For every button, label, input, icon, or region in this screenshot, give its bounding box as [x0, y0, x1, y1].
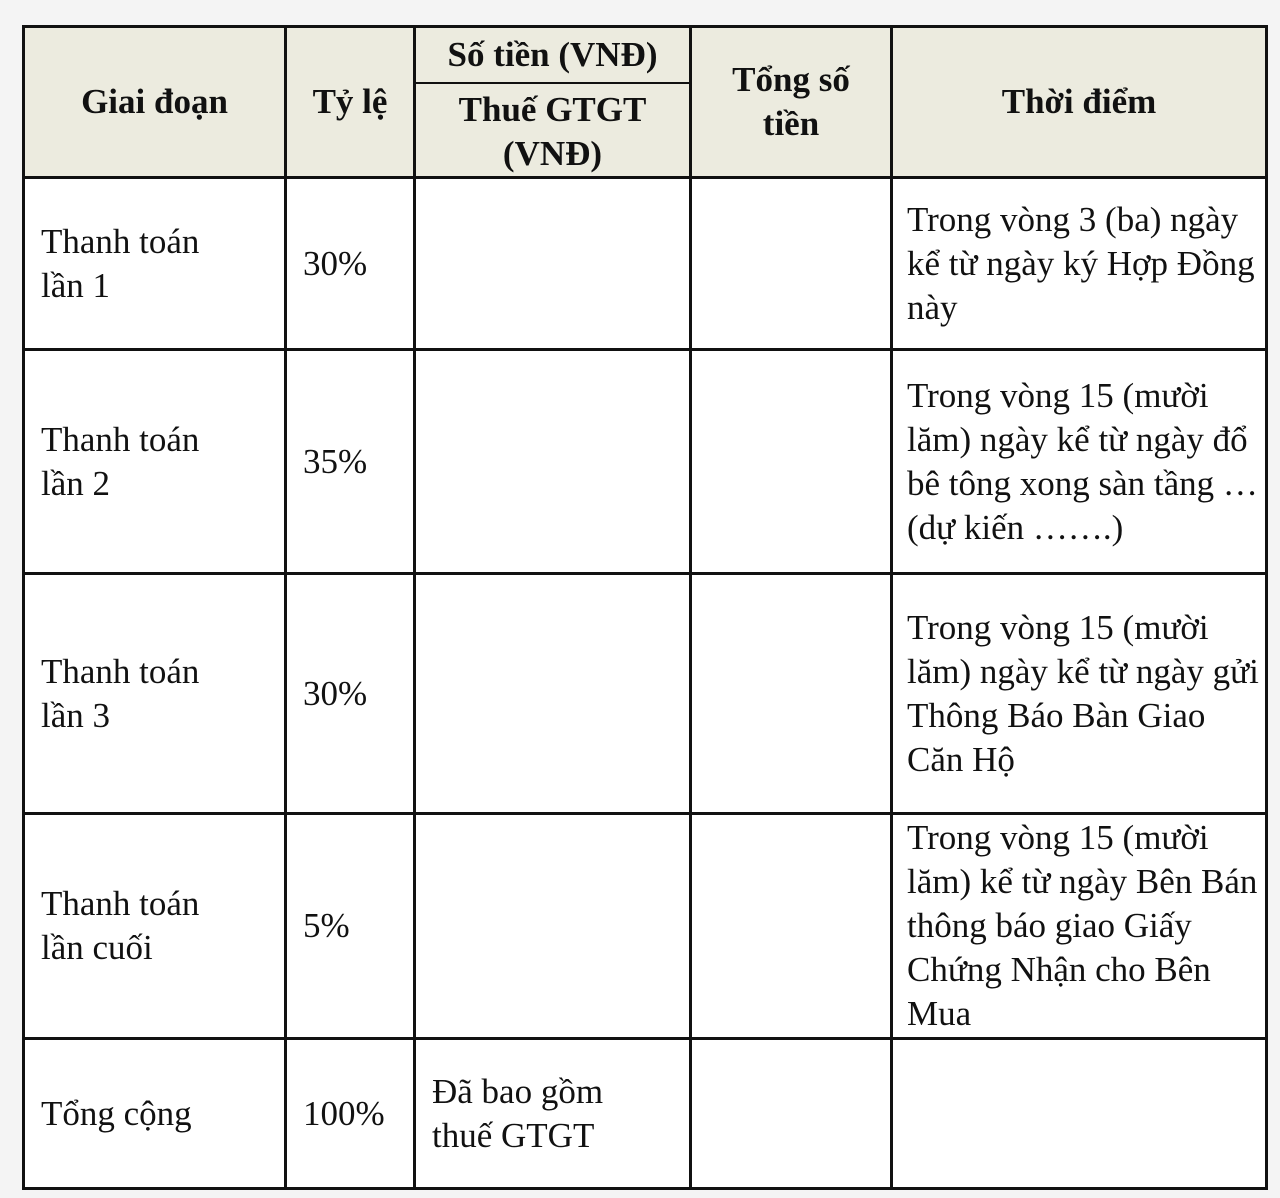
- header-amount: [415, 27, 691, 178]
- rate-cell: 35%: [286, 350, 415, 574]
- timing-text: Trong vòng 15 (mười lăm) ngày kể từ ngày gửi Thông Báo Bàn Giao Căn Hộ: [907, 607, 1259, 779]
- header-stage-label: Giai đoạn: [81, 82, 228, 121]
- table-row: [24, 574, 1267, 814]
- header-amount-bottom-label: Thuế GTGT (VNĐ): [458, 90, 647, 173]
- rate-cell: 30%: [286, 574, 415, 814]
- timing-cell: [892, 178, 1267, 350]
- stage-cell: Tổng cộng: [24, 1039, 286, 1189]
- header-amount-top-label: Số tiền (VNĐ): [416, 28, 689, 84]
- timing-text: Trong vòng 3 (ba) ngày kể từ ngày ký Hợp Đồng này: [907, 199, 1255, 327]
- amount-cell: [415, 178, 691, 350]
- payment-schedule-table: [22, 25, 1268, 1190]
- table-row-total: [24, 1039, 1267, 1189]
- header-row: [24, 27, 1267, 178]
- table-row: [24, 350, 1267, 574]
- table-row: [24, 178, 1267, 350]
- header-stage: [24, 27, 286, 178]
- timing-cell: [892, 350, 1267, 574]
- rate-cell: 100%: [286, 1039, 415, 1189]
- amount-cell: [415, 574, 691, 814]
- header-rate-label: Tỷ lệ: [312, 82, 388, 121]
- timing-cell: [892, 1039, 1267, 1189]
- header-rate: [286, 27, 415, 178]
- timing-cell: [892, 574, 1267, 814]
- stage-cell: Thanh toán lần 2: [24, 350, 286, 574]
- stage-cell: Thanh toán lần cuối: [24, 814, 286, 1039]
- total-cell: [691, 350, 892, 574]
- amount-cell: [415, 814, 691, 1039]
- total-cell: [691, 574, 892, 814]
- header-total-label: Tổng số tiền: [732, 60, 850, 143]
- header-timing: [892, 27, 1267, 178]
- total-cell: [691, 814, 892, 1039]
- header-total: [691, 27, 892, 178]
- rate-cell: 5%: [286, 814, 415, 1039]
- amount-note-cell: Đã bao gồm thuế GTGT: [415, 1039, 691, 1189]
- amount-cell: [415, 350, 691, 574]
- stage-cell: Thanh toán lần 3: [24, 574, 286, 814]
- timing-text: Trong vòng 15 (mười lăm) kể từ ngày Bên Bán thông báo giao Giấy Chứng Nhận cho Bên Mua: [907, 818, 1258, 1033]
- header-timing-label: Thời điểm: [1001, 82, 1157, 121]
- timing-text: Trong vòng 15 (mười lăm) ngày kể từ ngày đổ bê tông xong sàn tầng … (dự kiến …….): [907, 375, 1258, 547]
- rate-cell: 30%: [286, 178, 415, 350]
- timing-cell: [892, 814, 1267, 1039]
- table-row: [24, 814, 1267, 1039]
- total-cell: [691, 178, 892, 350]
- total-cell: [691, 1039, 892, 1189]
- stage-cell: Thanh toán lần 1: [24, 178, 286, 350]
